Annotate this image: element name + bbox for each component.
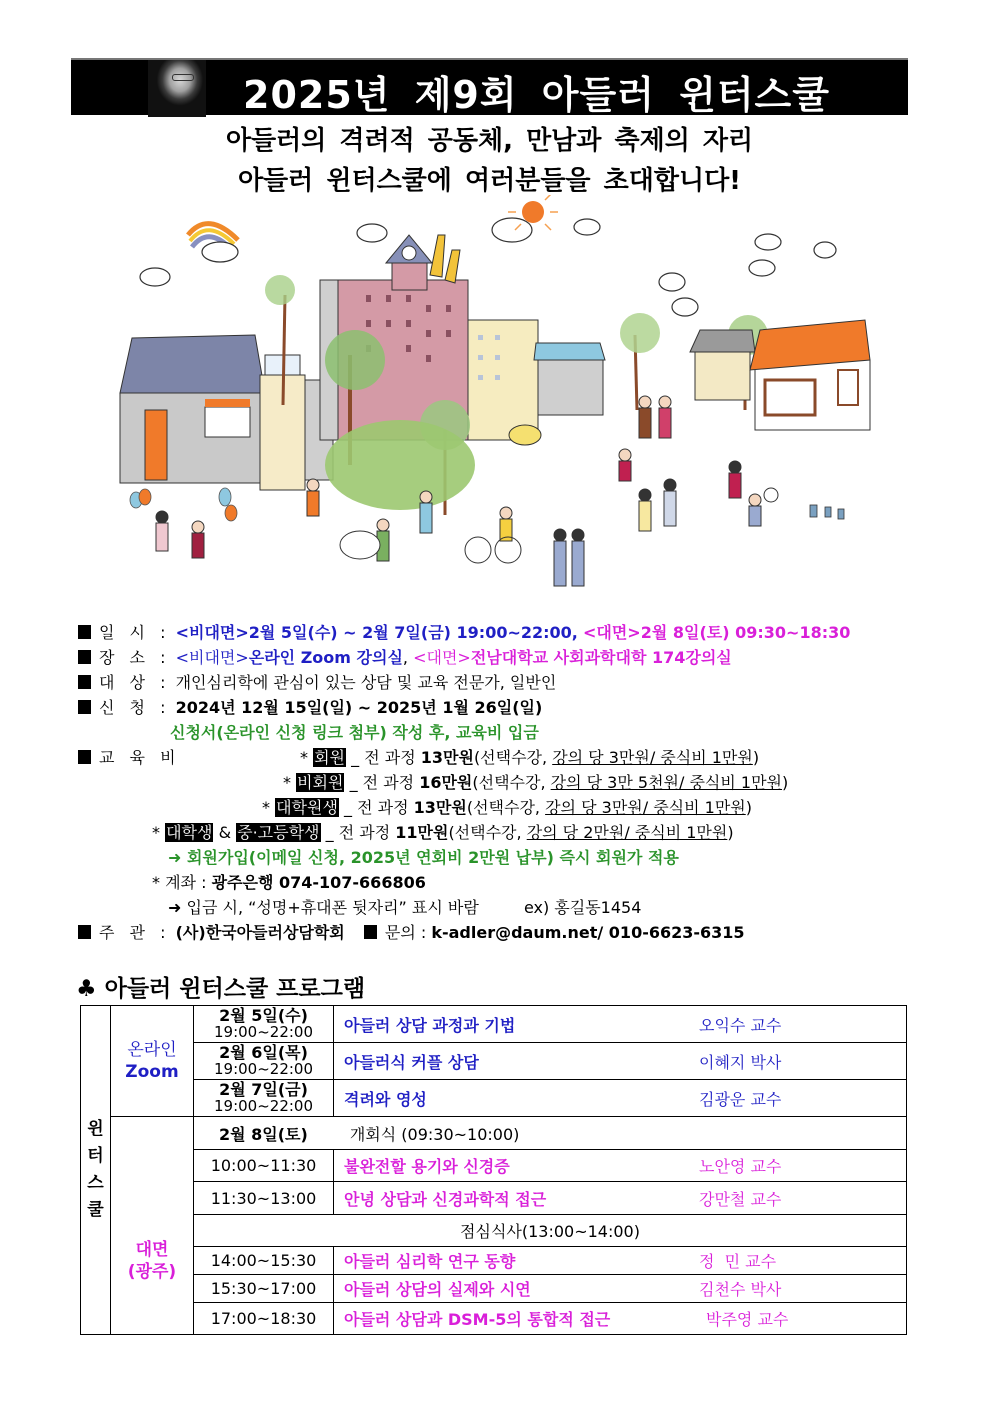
- fee-tag-nonmember: 비회원: [297, 773, 344, 792]
- session-time: 10:00~11:30: [210, 1156, 317, 1175]
- contact-value[interactable]: k-adler@daum.net/ 010-6623-6315: [431, 923, 745, 942]
- info-place-row: [78, 647, 732, 669]
- fee-price: 13만원: [413, 798, 467, 817]
- session-time: 15:30~17:00: [210, 1279, 317, 1298]
- fee-star: *: [152, 823, 160, 842]
- fee-price: 16만원: [419, 773, 473, 792]
- fee-tag-member: 회원: [314, 748, 346, 767]
- bullet-square-icon: [78, 700, 91, 714]
- account-row: [152, 872, 426, 894]
- host-value: (사)한국아들러상담학회: [175, 923, 345, 942]
- session-topic: 아들러 심리학 연구 동향: [344, 1252, 516, 1271]
- session-speaker: 노안영 교수: [699, 1157, 782, 1176]
- session-topic: 아들러 상담의 실제와 시연: [344, 1280, 531, 1299]
- program-section-title: ♣ 아들러 윈터스쿨 프로그램: [76, 976, 366, 1002]
- offline-group-cell: [110, 1116, 194, 1335]
- place-online-value: 온라인 Zoom 강의실: [248, 648, 403, 667]
- fee-row-student: [152, 822, 734, 844]
- online-group-cell: [110, 1005, 194, 1117]
- lunch-row: [193, 1214, 907, 1247]
- account-label: * 계좌 :: [152, 873, 207, 892]
- session-row: [333, 1079, 907, 1117]
- place-offline-value: 전남대학교 사회과학대학 174강의실: [470, 648, 732, 667]
- session-date-cell: [193, 1079, 334, 1117]
- fee-star: *: [283, 773, 291, 792]
- session-speaker: 이혜지 박사: [699, 1052, 782, 1072]
- bullet-square-icon: [364, 925, 377, 939]
- fee-course: _ 전 과정: [344, 798, 409, 817]
- session-row: [333, 1274, 907, 1303]
- bullet-square-icon: [78, 650, 91, 664]
- side-label-char: 윈: [87, 1119, 104, 1139]
- subtitle-line-2: 아들러 윈터스쿨에 여러분들을 초대합니다!: [237, 166, 742, 196]
- program-table: [80, 1005, 907, 1335]
- fee-paren-close: ): [752, 748, 760, 767]
- deposit-note: ➜ 입금 시, “성명+휴대폰 뒷자리” 표시 바람: [168, 898, 479, 917]
- target-label: 대 상 :: [99, 673, 171, 692]
- side-label-char: 쿨: [87, 1200, 104, 1220]
- fee-paren-open: (선택수강,: [472, 773, 551, 792]
- side-label-char: 스: [87, 1173, 104, 1193]
- info-date-row: [78, 622, 850, 644]
- fee-row-member: [300, 747, 759, 769]
- fee-course: _ 전 과정: [349, 773, 415, 792]
- fee-amp: &: [218, 823, 232, 842]
- session-row: [333, 1246, 907, 1275]
- fee-detail: 강의 당 3만원/ 중식비 1만원: [545, 798, 746, 817]
- session-time-cell: [193, 1246, 334, 1275]
- offline-day-date: 2월 8일(토): [219, 1124, 308, 1144]
- session-time: 11:30~13:00: [210, 1188, 317, 1208]
- fee-detail: 강의 당 3만 5천원/ 중식비 1만원: [550, 773, 783, 792]
- town-illustration: [100, 195, 880, 605]
- fee-row-grad: [262, 797, 752, 819]
- fee-paren-open: (선택수강,: [473, 748, 553, 767]
- fee-price: 11만원: [395, 823, 449, 842]
- session-row: [333, 1042, 907, 1080]
- side-label-char: 터: [87, 1146, 104, 1166]
- fee-tag-highschool: 중·고등학생: [237, 823, 320, 842]
- fee-paren-close: ): [727, 823, 734, 842]
- apply-method: 신청서(온라인 신청 링크 첨부) 작성 후, 교육비 입금: [170, 723, 539, 742]
- deposit-example: ex) 홍길동1454: [523, 898, 642, 917]
- online-group-zoom: Zoom: [125, 1062, 179, 1082]
- session-time-cell: [193, 1302, 334, 1335]
- session-topic: 불완전할 용기와 신경증: [344, 1157, 510, 1176]
- deposit-row: [168, 897, 641, 919]
- offline-group-label: 대면: [135, 1239, 169, 1260]
- session-time: 14:00~15:30: [210, 1251, 317, 1270]
- date-offline-value: <대면>2월 8일(토) 09:30~18:30: [582, 623, 851, 642]
- place-separator: ,: [402, 648, 408, 667]
- offline-group-city: (광주): [127, 1261, 177, 1282]
- session-topic: 안녕 상담과 신경과학적 접근: [344, 1189, 547, 1209]
- session-row: [333, 1005, 907, 1043]
- session-topic: 아들러식 커플 상담: [344, 1052, 479, 1072]
- info-target-row: [78, 672, 556, 694]
- date-online-value: <비대면>2월 5일(수) ~ 2월 7일(금) 19:00~22:00,: [175, 623, 578, 642]
- fee-price: 13만원: [420, 748, 474, 767]
- bullet-square-icon: [78, 625, 91, 639]
- host-label: 주 관 :: [99, 923, 171, 942]
- session-time-cell: [193, 1274, 334, 1303]
- offline-day-row: [193, 1116, 907, 1150]
- adler-portrait-image: [148, 60, 206, 117]
- session-speaker: 강만철 교수: [699, 1189, 782, 1209]
- session-row: [333, 1302, 907, 1335]
- session-time: 17:00~18:30: [210, 1309, 317, 1328]
- fee-star: *: [262, 798, 270, 817]
- session-topic: 아들러 상담과 DSM-5의 통합적 접근: [344, 1310, 611, 1329]
- info-apply-row: [78, 697, 542, 719]
- fee-tag-grad: 대학원생: [276, 798, 338, 817]
- apply-period: 2024년 12월 15일(일) ~ 2025년 1월 26일(일): [175, 698, 543, 717]
- contact-label: 문의 :: [384, 923, 427, 942]
- session-time: 19:00~22:00: [213, 1097, 314, 1115]
- page-title: 2025년 제9회 아들러 윈터스쿨: [243, 73, 830, 117]
- bullet-square-icon: [78, 675, 91, 689]
- side-label-cell: [80, 1005, 111, 1335]
- session-topic: 아들러 상담 과정과 기법: [344, 1015, 516, 1035]
- session-speaker: 오익수 교수: [699, 1015, 782, 1035]
- session-time: 19:00~22:00: [213, 1023, 314, 1041]
- date-label: 일 시 :: [99, 623, 171, 642]
- place-label: 장 소 :: [99, 648, 171, 667]
- fee-tag-undergrad: 대학생: [166, 823, 213, 842]
- place-online-prefix: <비대면>: [175, 648, 249, 667]
- session-speaker: 박주영 교수: [706, 1310, 789, 1329]
- session-time-cell: [193, 1181, 334, 1215]
- bullet-square-icon: [78, 750, 91, 764]
- session-date: 2월 5일(수): [219, 1006, 308, 1025]
- session-speaker: 김천수 박사: [699, 1280, 782, 1299]
- fee-paren-open: (선택수강,: [466, 798, 546, 817]
- fee-label: 교 육 비: [99, 748, 181, 767]
- fee-detail: 강의 당 2만원/ 중식비 1만원: [526, 823, 728, 842]
- lunch-label: 점심식사(13:00~14:00): [460, 1222, 640, 1241]
- session-speaker: 김광운 교수: [699, 1089, 782, 1109]
- session-date: 2월 7일(금): [219, 1080, 308, 1099]
- target-value: 개인심리학에 관심이 있는 상담 및 교육 전문가, 일반인: [175, 673, 557, 692]
- fee-detail: 강의 당 3만원/ 중식비 1만원: [552, 748, 753, 767]
- fee-paren-close: ): [745, 798, 752, 817]
- session-speaker: 정 민 교수: [699, 1252, 777, 1271]
- account-value: 광주은행 074-107-666806: [211, 873, 426, 892]
- info-fee-label-row: [78, 747, 181, 769]
- fee-paren-open: (선택수강,: [448, 823, 527, 842]
- session-topic: 격려와 영성: [344, 1089, 427, 1109]
- bullet-square-icon: [78, 925, 91, 939]
- online-group-label: 온라인: [127, 1040, 177, 1060]
- session-date: 2월 6일(목): [219, 1043, 308, 1062]
- host-row: [78, 922, 745, 944]
- session-time-cell: [193, 1149, 334, 1182]
- session-row: [333, 1181, 907, 1215]
- fee-star: *: [300, 748, 308, 767]
- title-banner: [71, 58, 908, 115]
- subtitle-line-1: 아들러의 격려적 공동체, 만남과 축제의 자리: [225, 126, 754, 156]
- fee-paren-close: ): [782, 773, 789, 792]
- apply-label: 신 청 :: [99, 698, 171, 717]
- session-row: [333, 1149, 907, 1182]
- session-date-cell: [193, 1005, 334, 1043]
- membership-note: ➜ 회원가입(이메일 신청, 2025년 연회비 2만원 납부) 즉시 회원가 적용: [168, 848, 679, 867]
- fee-row-nonmember: [283, 772, 788, 794]
- opening-ceremony: 개회식 (09:30~10:00): [349, 1124, 520, 1144]
- session-date-cell: [193, 1042, 334, 1080]
- fee-course: _ 전 과정: [351, 748, 416, 767]
- fee-course: _ 전 과정: [325, 823, 391, 842]
- place-offline-prefix: <대면>: [413, 648, 471, 667]
- session-time: 19:00~22:00: [213, 1060, 314, 1078]
